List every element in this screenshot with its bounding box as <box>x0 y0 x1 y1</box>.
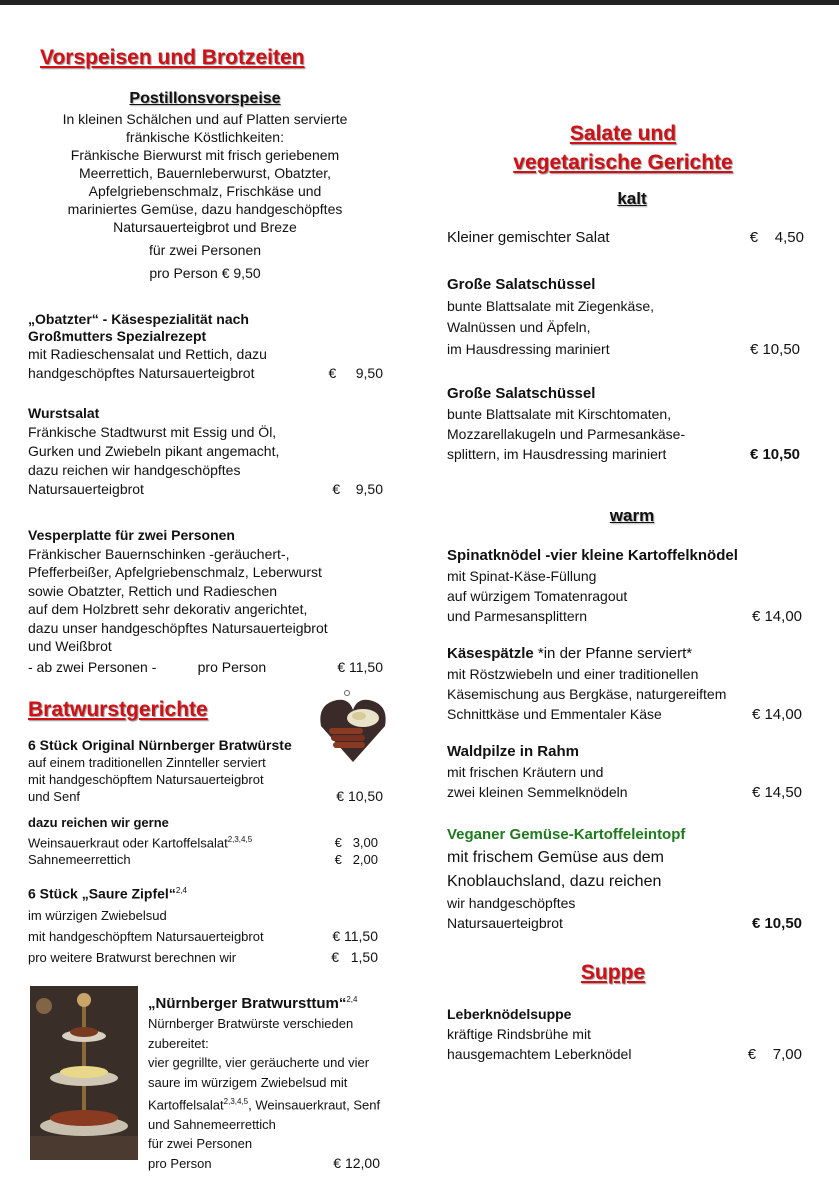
dazu-item-1-sup: 2,3,4,5 <box>227 835 253 844</box>
salatschuessel-2-line: Mozzarellakugeln und Parmesankäse- <box>447 426 686 442</box>
wurstsalat-price: € 9,50 <box>332 481 383 497</box>
waldpilze-line: zwei kleinen Semmelknödeln <box>447 784 628 800</box>
waldpilze-title: Waldpilze in Rahm <box>447 743 579 760</box>
dazu-item-1: Weinsauerkraut oder Kartoffelsalat <box>28 835 228 851</box>
turm-block <box>148 990 380 1173</box>
kleiner-salat-price: € 4,50 <box>749 229 804 246</box>
postillon-line: Apfelgriebenschmalz, Frischkäse und <box>88 183 322 199</box>
salatschuessel-2-title: Große Salatschüssel <box>447 385 596 402</box>
dazu-title: dazu reichen wir gerne <box>28 815 169 830</box>
vesper-per: pro Person <box>197 658 267 675</box>
spinat-price: € 14,00 <box>751 608 802 625</box>
salatschuessel-1-line: im Hausdressing mariniert <box>447 340 610 357</box>
turm-line: und Sahnemeerrettich <box>148 1116 276 1132</box>
saure-extra-price: € 1,50 <box>331 948 378 965</box>
turm-sup: 2,4 <box>346 995 358 1004</box>
salatschuessel-1-price: € 10,50 <box>749 340 800 358</box>
wurstsalat-line: Fränkische Stadtwurst mit Essig und Öl, <box>28 424 277 440</box>
suppe-line: kräftige Rindsbrühe mit <box>447 1026 591 1042</box>
salatschuessel-2-line: bunte Blattsalate mit Kirschtomaten, <box>447 406 672 422</box>
vesper-title: Vesperplatte für zwei Personen <box>28 527 235 543</box>
obatzter-line: mit Radieschensalat und Rettich, dazu <box>28 346 267 362</box>
vesper-line: dazu unser handgeschöpftes Natursauerteigbrot <box>28 619 328 636</box>
vegan-price: € 10,50 <box>751 915 802 932</box>
wurstsalat-block <box>28 404 383 499</box>
salatschuessel-1-line: bunte Blattsalate mit Ziegenkäse, <box>447 297 655 314</box>
turm-kartoffel: Kartoffelsalat <box>148 1097 224 1113</box>
kleiner-salat-title: Kleiner gemischter Salat <box>447 229 610 246</box>
postillon-line: mariniertes Gemüse, dazu handgeschöpftes <box>67 201 343 217</box>
suppe-line: hausgemachtem Leberknödel <box>447 1046 632 1062</box>
dazu-item-2: Sahnemeerrettich <box>28 852 131 868</box>
spaetzle-line: Schnittkäse und Emmentaler Käse <box>447 706 662 722</box>
spaetzle-price: € 14,00 <box>751 706 802 723</box>
vegan-block <box>447 824 802 934</box>
postillon-block <box>20 90 390 283</box>
vegan-title: Veganer Gemüse-Kartoffeleintopf <box>447 826 686 843</box>
turm-line: für zwei Personen <box>148 1136 253 1152</box>
obatzter-block <box>28 311 383 383</box>
original-title: 6 Stück Original Nürnberger Bratwürste <box>28 737 292 753</box>
original-block <box>28 736 383 805</box>
obatzter-title-2: Großmutters Spezialrezept <box>28 328 207 344</box>
subheading-kalt: kalt <box>617 189 647 208</box>
postillon-line: Fränkische Bierwurst mit frisch geriebenem <box>70 147 340 163</box>
saure-title: 6 Stück „Saure Zipfel“ <box>28 885 176 902</box>
turm-line: Nürnberger Bratwürste verschieden <box>148 1016 354 1031</box>
postillon-title: Postillonsvorspeise <box>129 90 281 107</box>
saure-line: mit handgeschöpftem Natursauerteigbrot <box>28 928 264 944</box>
wurstsalat-title: Wurstsalat <box>28 405 100 421</box>
suppe-title: Leberknödelsuppe <box>447 1006 572 1022</box>
spinat-block <box>447 546 802 627</box>
salatschuessel-1-line: Walnüssen und Äpfeln, <box>447 319 591 335</box>
spinat-line: und Parmesansplittern <box>447 608 588 624</box>
turm-kartoffel-sup: 2,3,4,5 <box>223 1097 249 1106</box>
postillon-line: In kleinen Schälchen und auf Platten servierte <box>62 111 348 127</box>
postillon-price: pro Person € 9,50 <box>149 265 261 281</box>
spinat-line: mit Spinat-Käse-Füllung <box>447 568 597 584</box>
original-line: mit handgeschöpftem Natursauerteigbrot <box>28 772 264 787</box>
salatschuessel-1-title: Große Salatschüssel <box>447 276 596 293</box>
section-title-suppe: Suppe <box>580 961 646 984</box>
saure-price: € 11,50 <box>332 927 378 944</box>
vesper-line: Pfefferbeißer, Apfelgriebenschmalz, Leberwurst <box>28 564 322 580</box>
vesper-line: sowie Obatzter, Rettich und Radieschen <box>28 582 278 599</box>
section-title-vorspeisen: Vorspeisen und Brotzeiten <box>40 46 305 69</box>
bratwurst-tower-photo <box>30 986 138 1160</box>
suppe-price: € 7,00 <box>747 1046 802 1063</box>
waldpilze-block <box>447 742 802 803</box>
waldpilze-price: € 14,50 <box>751 784 802 801</box>
obatzter-title: „Obatzter“ - Käsespezialität nach <box>28 311 249 327</box>
original-line: und Senf <box>28 789 81 804</box>
turm-line: zubereitet: <box>148 1035 209 1051</box>
turm-kartoffel-rest: , Weinsauerkraut, Senf <box>248 1097 381 1113</box>
vesper-line: und Weißbrot <box>28 638 112 654</box>
spaetzle-title: Käsespätzle <box>447 645 534 662</box>
turm-line: saure im würzigem Zwiebelsud mit <box>148 1074 348 1090</box>
saure-sup: 2,4 <box>175 886 187 895</box>
vesper-line: auf dem Holzbrett sehr dekorativ angerichtet, <box>28 601 308 617</box>
salate-title-line-1: Salate und <box>569 122 677 145</box>
turm-line: vier gegrillte, vier geräucherte und vier <box>148 1055 370 1070</box>
saure-block <box>28 880 378 968</box>
subheading-warm: warm <box>609 506 655 525</box>
dazu-price-2: € 2,00 <box>334 852 378 868</box>
vegan-line: Natursauerteigbrot <box>447 915 563 931</box>
spaetzle-note: *in der Pfanne serviert* <box>533 645 693 662</box>
original-price: € 10,50 <box>336 788 383 804</box>
postillon-line: fränkische Köstlichkeiten: <box>126 129 284 145</box>
postillon-line: Meerrettich, Bauernleberwurst, Obatzter, <box>78 165 332 181</box>
spaetzle-line: mit Röstzwiebeln und einer traditionellen <box>447 666 699 682</box>
salatschuessel-2-block <box>447 384 800 465</box>
spaetzle-block <box>447 644 802 725</box>
vegan-line: Knoblauchsland, dazu reichen <box>447 873 662 890</box>
spinat-title: Spinatknödel -vier kleine Kartoffelknödel <box>447 547 738 564</box>
postillon-line: Natursauerteigbrot und Breze <box>113 219 297 235</box>
vesper-block <box>28 526 383 676</box>
suppe-block <box>447 1004 802 1065</box>
wurstsalat-line: Gurken und Zwiebeln pikant angemacht, <box>28 443 280 459</box>
postillon-description <box>20 110 390 236</box>
original-line: auf einem traditionellen Zinnteller serviert <box>28 755 266 770</box>
turm-title: „Nürnberger Bratwursttum“ <box>148 995 347 1012</box>
kleiner-salat-row <box>447 228 804 248</box>
obatzter-line: handgeschöpftes Natursauerteigbrot <box>28 365 255 381</box>
spaetzle-line: Käsemischung aus Bergkäse, naturgereiftem <box>447 686 727 702</box>
vesper-price: € 11,50 <box>337 658 383 675</box>
vesper-from: - ab zwei Personen - <box>28 658 157 675</box>
salate-title-line-2: vegetarische Gerichte <box>513 151 733 174</box>
saure-line: pro weitere Bratwurst berechnen wir <box>28 949 237 965</box>
section-title-salate <box>446 119 800 177</box>
turm-per: pro Person <box>148 1155 212 1171</box>
turm-price: € 12,00 <box>333 1154 380 1171</box>
spinat-line: auf würzigem Tomatenragout <box>447 588 628 604</box>
vesper-line: Fränkischer Bauernschinken -geräuchert-, <box>28 545 290 562</box>
salatschuessel-2-price: € 10,50 <box>749 446 800 463</box>
section-title-bratwurst: Bratwurstgerichte <box>28 698 208 721</box>
wurstsalat-line: dazu reichen wir handgeschöpftes <box>28 462 241 478</box>
dazu-price-1: € 3,00 <box>334 835 378 851</box>
saure-line: im würzigen Zwiebelsud <box>28 907 167 923</box>
dazu-block <box>28 814 378 868</box>
salatschuessel-1-block <box>447 274 800 360</box>
vegan-line: mit frischem Gemüse aus dem <box>447 849 664 866</box>
top-border <box>0 0 839 5</box>
postillon-persons: für zwei Personen <box>148 242 262 258</box>
waldpilze-line: mit frischen Kräutern und <box>447 764 604 780</box>
wurstsalat-line: Natursauerteigbrot <box>28 481 144 497</box>
obatzter-price: € 9,50 <box>328 365 383 381</box>
vegan-line: wir handgeschöpftes <box>447 895 576 911</box>
salatschuessel-2-line: splittern, im Hausdressing mariniert <box>447 446 667 462</box>
